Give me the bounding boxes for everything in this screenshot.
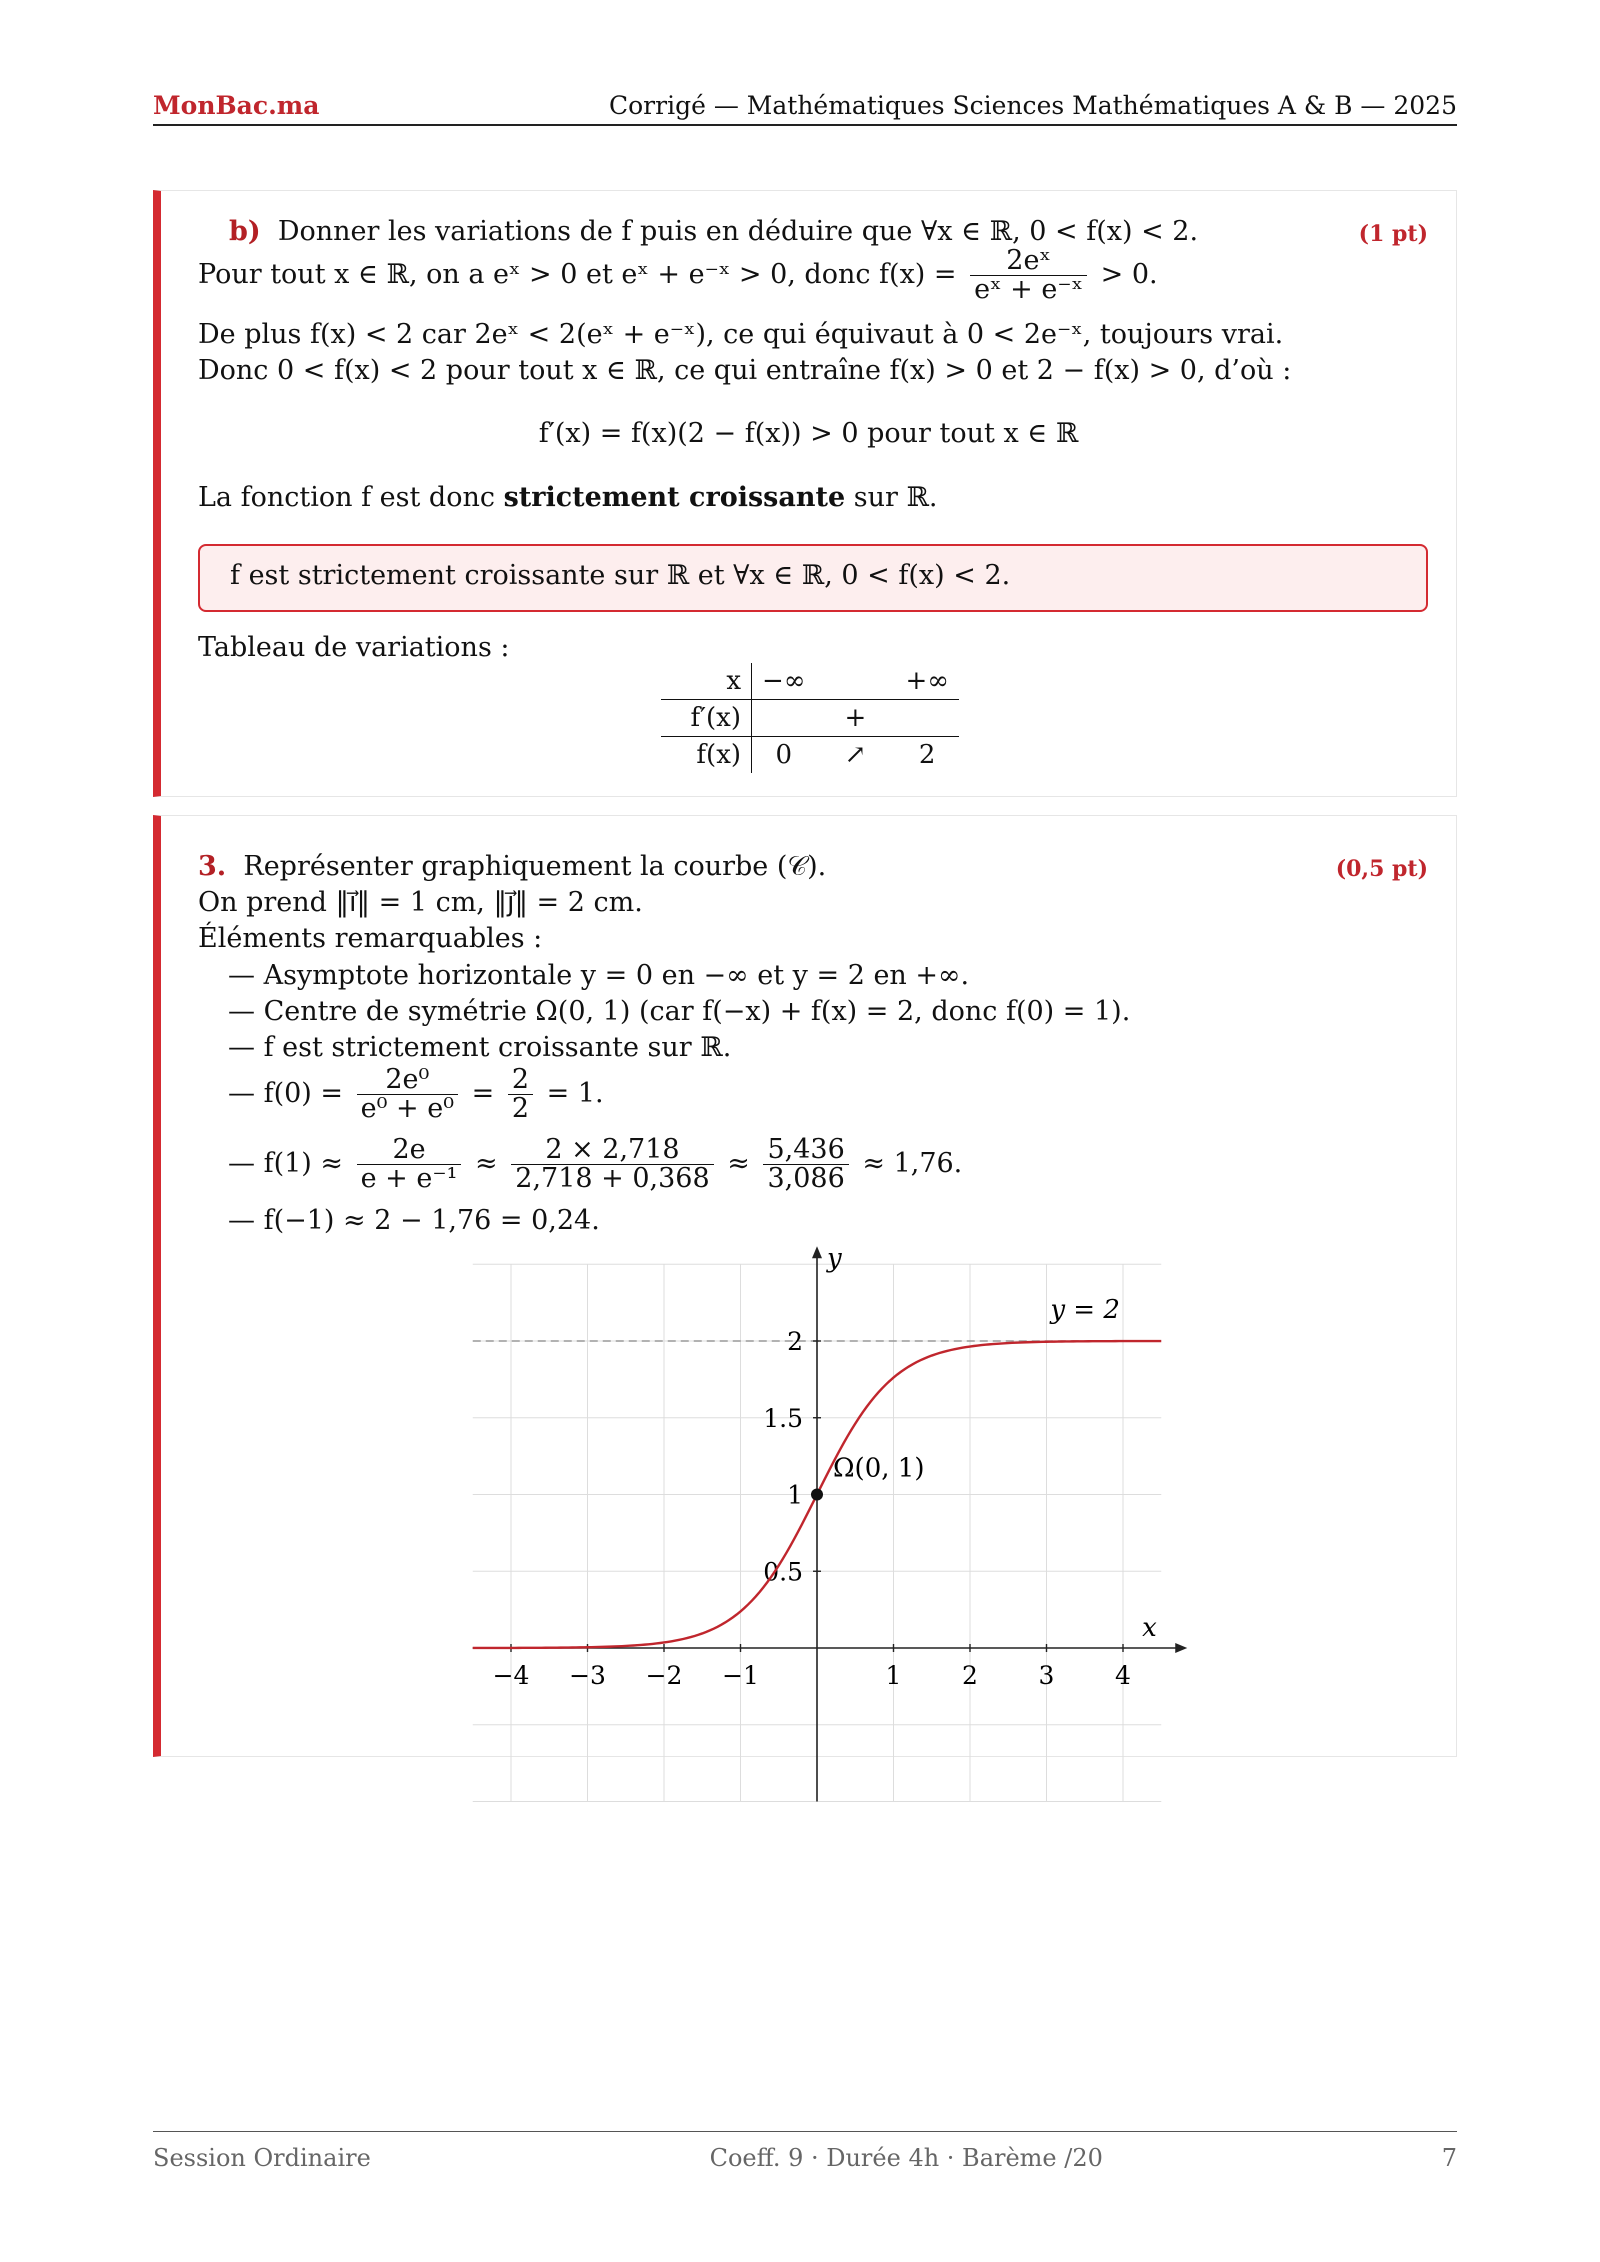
points-badge: (0,5 pt) [1335, 856, 1428, 882]
elements-title: Éléments remarquables : [198, 923, 543, 954]
question-b [229, 215, 1198, 249]
x-tick-label: 2 [962, 1661, 978, 1690]
y-tick-label: 0.5 [763, 1557, 803, 1587]
table-row: f(x) 0 ↗ 2 [661, 737, 959, 774]
x-tick-label: −2 [645, 1661, 683, 1690]
points-badge: (1 pt) [1358, 221, 1428, 247]
brand-logo-text[interactable]: MonBac.ma [153, 91, 320, 120]
x-tick-label: −1 [722, 1661, 759, 1690]
section-b-card [153, 190, 1457, 797]
increasing-arrow-icon: ↗ [844, 740, 867, 770]
question-3: 3. Représenter graphiquement la courbe (𝒞). [198, 851, 827, 882]
x-axis-arrow-icon [1175, 1643, 1187, 1653]
footer-info: Coeff. 9 · Durée 4h · Barème /20 [709, 2144, 1103, 2172]
derivative-equation: f′(x) = f(x)(2 − f(x)) > 0 pour tout x ∈ ℝ [538, 418, 1079, 449]
x-tick-label: 3 [1038, 1661, 1055, 1690]
list-item: — f(0) = $\frac{\text{2e⁰}}{\text{e⁰ + e⁰}}$ = $\frac{2}{2}$ = 1. [228, 1064, 604, 1124]
function-graph [461, 1243, 1221, 1736]
list-item: — Asymptote horizontale y = 0 en −∞ et y = 2 en +∞. [228, 960, 970, 991]
conclusion-line: La fonction f est donc strictement croissante sur ℝ. [198, 482, 938, 513]
y-tick-label: 1 [787, 1480, 803, 1510]
scale-line: On prend ‖i⃗‖ = 1 cm, ‖j⃗‖ = 2 cm. [198, 887, 643, 918]
y-tick-label: 1.5 [763, 1403, 803, 1433]
header-title: Corrigé — Mathématiques Sciences Mathématiques A & B — 2025 [609, 91, 1457, 120]
list-item: — Centre de symétrie Ω(0, 1) (car f(−x) + f(x) = 2, donc f(0) = 1). [228, 996, 1131, 1027]
center-point [811, 1489, 823, 1501]
page-footer [153, 2131, 1457, 2172]
x-tick-label: 1 [885, 1661, 902, 1690]
list-item: — f(1) ≈ $\frac{2e}{\text{e + e⁻¹}}$ ≈ $\frac{2 \times 2,718}{2,718 + 0,368}$ ≈ $\frac{5,436}{3,086}$ ≈ 1,76. [228, 1134, 963, 1194]
y-tick-label: 2 [787, 1327, 803, 1356]
x-tick-label: −4 [492, 1661, 530, 1690]
line-positivity: Pour tout x ∈ ℝ, on a eˣ > 0 et eˣ + e⁻ˣ > 0, donc f(x) = $\frac{\text{2eˣ}}{\text{eˣ + e⁻ˣ}}$ > 0. [198, 245, 1158, 305]
table-title: Tableau de variations : [198, 632, 510, 663]
fraction: $\frac{\text{2eˣ}}{\text{eˣ + e⁻ˣ}}$ [970, 247, 1087, 304]
table-row: f′(x) + [661, 700, 959, 737]
list-item: — f est strictement croissante sur ℝ. [228, 1032, 732, 1063]
question-text: Donner les variations de f puis en déduire que ∀x ∈ ℝ, 0 < f(x) < 2. [277, 216, 1199, 247]
x-tick-label: −3 [569, 1661, 606, 1690]
section-3-card [153, 815, 1457, 1757]
x-axis-label: x [1142, 1613, 1157, 1643]
page-number: 7 [1441, 2144, 1457, 2172]
footer-session: Session Ordinaire [153, 2144, 371, 2172]
y-axis-arrow-icon [812, 1246, 822, 1258]
page-header [153, 86, 1457, 126]
y-axis-label: y [827, 1243, 842, 1274]
question-label: b) [229, 216, 261, 247]
line-bound: De plus f(x) < 2 car 2eˣ < 2(eˣ + e⁻ˣ), ce qui équivaut à 0 < 2e⁻ˣ, toujours vrai. [198, 319, 1284, 350]
table-row: x −∞ +∞ [661, 663, 959, 700]
variation-table [661, 663, 959, 773]
asymptote-label: y = 2 [1050, 1294, 1120, 1325]
x-tick-label: 4 [1115, 1661, 1131, 1690]
result-box: f est strictement croissante sur ℝ et ∀x ∈ ℝ, 0 < f(x) < 2. [198, 544, 1428, 612]
list-item: — f(−1) ≈ 2 − 1,76 = 0,24. [228, 1205, 600, 1236]
line-deduction: Donc 0 < f(x) < 2 pour tout x ∈ ℝ, ce qui entraîne f(x) > 0 et 2 − f(x) > 0, d’où : [198, 355, 1292, 386]
center-point-label: Ω(0, 1) [833, 1453, 925, 1484]
